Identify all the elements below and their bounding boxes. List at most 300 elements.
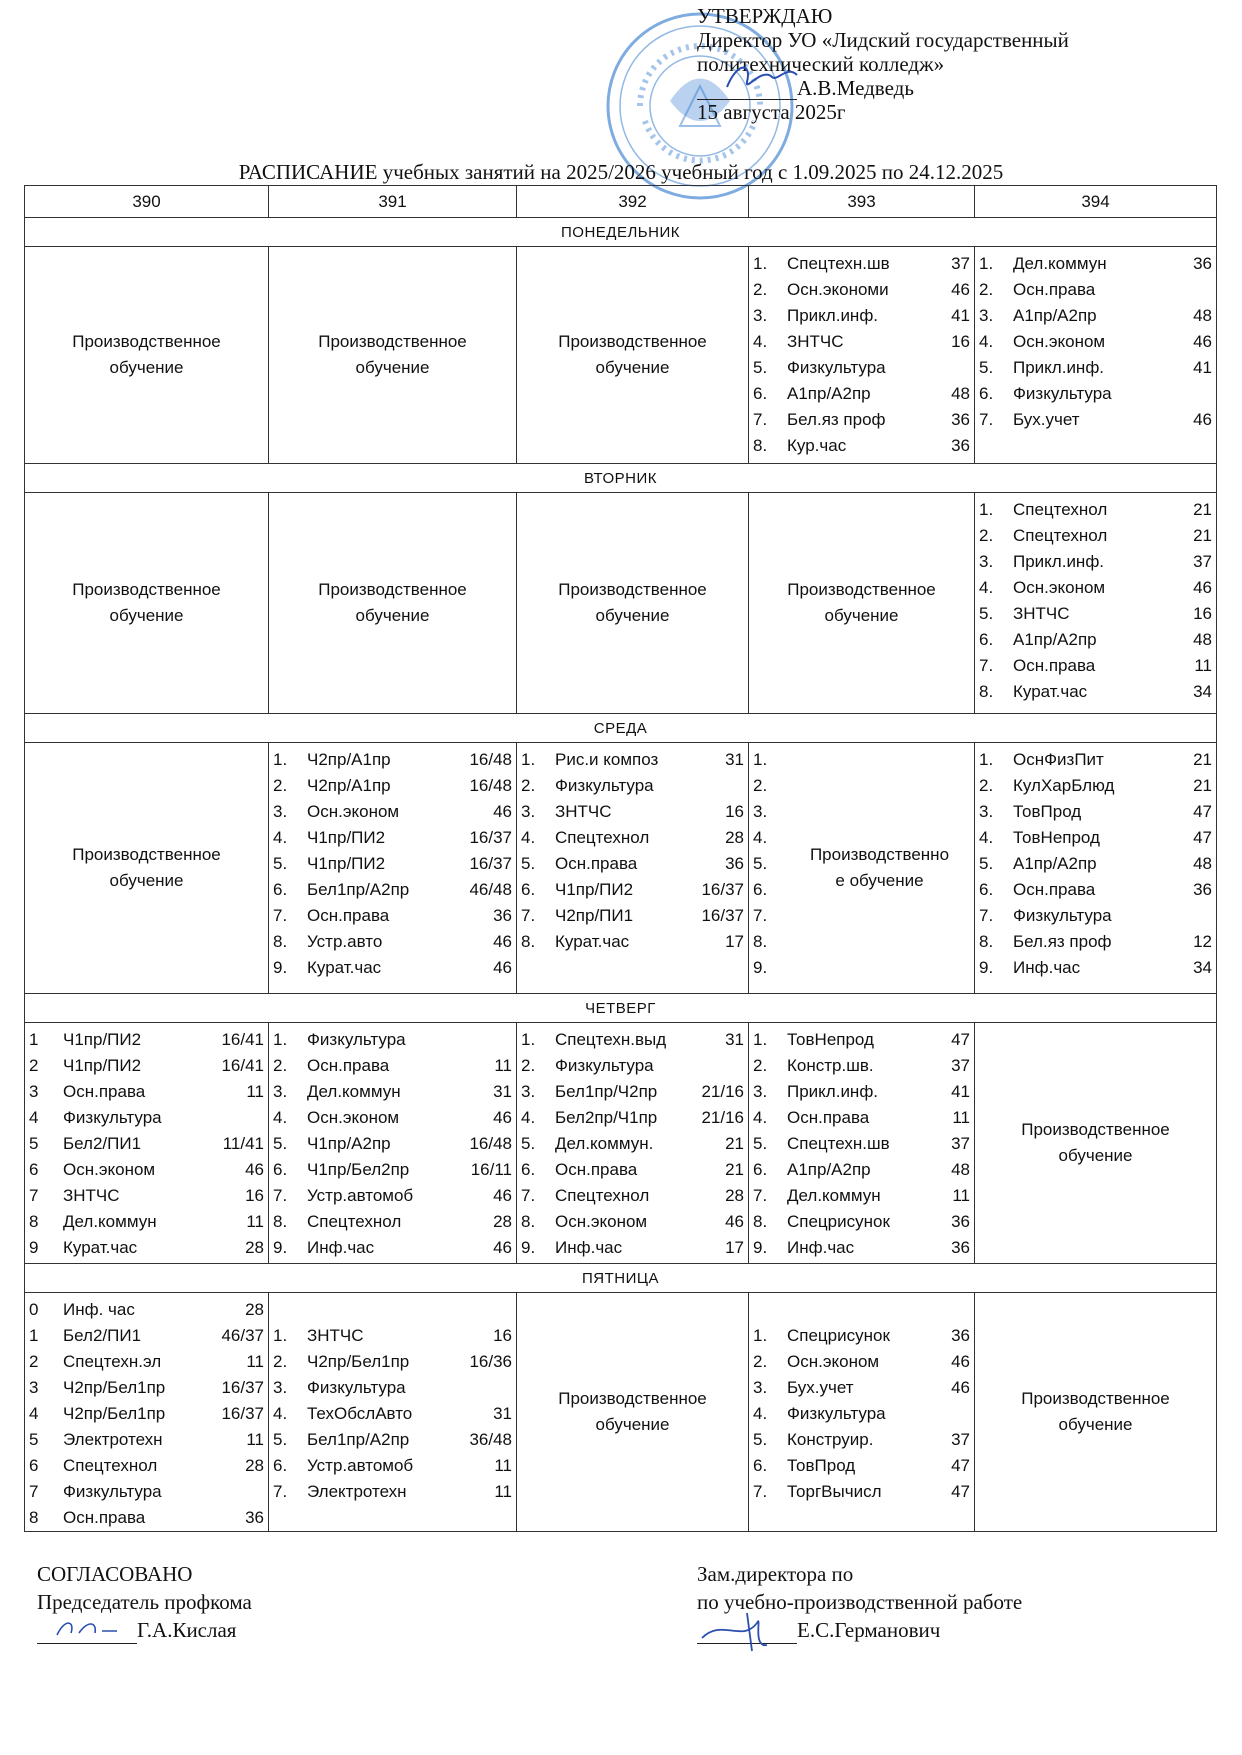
lesson-item	[753, 1105, 970, 1131]
group-header: 393	[749, 186, 975, 218]
lesson-subject: Ч2пр/А1пр	[307, 776, 391, 795]
lesson-item	[29, 1053, 264, 1079]
lesson-number: 7	[29, 1186, 39, 1205]
production-training-cell: Производственное обучение	[975, 1293, 1217, 1532]
lesson-room: 16/48	[469, 750, 512, 769]
lesson-item	[521, 1027, 744, 1053]
lesson-subject: Дел.коммун	[1013, 254, 1107, 273]
lesson-number: 7.	[753, 1186, 768, 1205]
lesson-subject: Рис.и композ	[555, 750, 659, 769]
lesson-item	[521, 1183, 744, 1209]
lesson-item	[521, 1131, 744, 1157]
deputy-name: Е.С.Германович	[797, 1618, 941, 1642]
lesson-item	[979, 679, 1212, 705]
lesson-room: 16	[725, 802, 744, 821]
lesson-item	[753, 1027, 970, 1053]
lesson-number: 7.	[753, 1482, 768, 1501]
lesson-subject: ЗНТЧС	[63, 1186, 120, 1205]
lesson-number: 4.	[753, 332, 768, 351]
lesson-item	[273, 955, 512, 981]
lesson-item	[979, 929, 1212, 955]
lesson-room: 36	[951, 1238, 970, 1257]
director-signature	[697, 79, 797, 100]
lesson-item	[29, 1349, 264, 1375]
lesson-room: 48	[951, 1160, 970, 1179]
lesson-room: 36	[951, 1212, 970, 1231]
lesson-room: 46	[725, 1212, 744, 1231]
lesson-number: 6.	[273, 1160, 288, 1179]
profcom-signature	[37, 1623, 137, 1644]
day-header-wednesday: СРЕДА	[25, 714, 1217, 743]
lesson-item	[273, 1479, 512, 1505]
lesson-number: 7.	[273, 1482, 288, 1501]
lesson-number: 7.	[521, 1186, 536, 1205]
lesson-subject: ЗНТЧС	[1013, 604, 1070, 623]
lesson-number: 3.	[753, 306, 768, 325]
lesson-item	[29, 1183, 264, 1209]
lesson-subject: Спецтехн.выд	[555, 1030, 667, 1049]
lesson-item	[29, 1427, 264, 1453]
lesson-room: 46/48	[469, 880, 512, 899]
lesson-number: 7.	[273, 1186, 288, 1205]
lesson-room: 21	[725, 1160, 744, 1179]
lesson-room: 21/16	[701, 1082, 744, 1101]
lesson-subject: А1пр/А2пр	[1013, 306, 1097, 325]
lesson-number: 4.	[521, 1108, 536, 1127]
lesson-item	[273, 1105, 512, 1131]
lesson-room: 21	[1193, 750, 1212, 769]
lesson-subject: ОснФизПит	[1013, 750, 1104, 769]
lesson-subject: Ч1пр/ПИ2	[307, 854, 386, 873]
lesson-room: 36	[1193, 254, 1212, 273]
lesson-room: 36/48	[469, 1430, 512, 1449]
lesson-number: 5.	[979, 854, 994, 873]
lesson-subject: Бел2/ПИ1	[63, 1134, 142, 1153]
lesson-number: 1.	[273, 1030, 288, 1049]
lesson-item	[29, 1027, 264, 1053]
lesson-item	[753, 433, 970, 459]
lesson-room: 37	[951, 1134, 970, 1153]
lesson-subject: Ч2пр/Бел1пр	[63, 1378, 166, 1397]
lesson-list	[749, 1023, 975, 1264]
deputy-role: по учебно-производственной работе	[697, 1590, 1023, 1614]
lesson-subject: Физкультура	[1013, 384, 1112, 403]
lesson-number: 8.	[753, 436, 768, 455]
lesson-item	[273, 825, 512, 851]
lesson-item	[273, 1453, 512, 1479]
lesson-room: 47	[1193, 802, 1212, 821]
lesson-subject: Бел2/ПИ1	[63, 1326, 142, 1345]
lesson-item	[979, 747, 1212, 773]
production-training-cell: Производственное обучение	[25, 247, 269, 464]
lesson-subject: ТовНепрод	[1013, 828, 1100, 847]
lesson-number: 4.	[979, 828, 994, 847]
lesson-number: 6.	[273, 1456, 288, 1475]
lesson-room: 21	[1193, 776, 1212, 795]
lesson-item	[753, 1235, 970, 1261]
lesson-number: 2.	[979, 526, 994, 545]
lesson-room: 36	[951, 410, 970, 429]
lesson-subject: Спецрисунок	[787, 1212, 890, 1231]
lesson-subject: Устр.автомоб	[307, 1456, 414, 1475]
lesson-number: 7.	[521, 906, 536, 925]
lesson-room: 31	[725, 1030, 744, 1049]
lesson-room: 11/41	[222, 1134, 264, 1153]
lesson-number: 6	[29, 1456, 39, 1475]
day-header-thursday: ЧЕТВЕРГ	[25, 994, 1217, 1023]
lesson-item	[29, 1401, 264, 1427]
lesson-item	[979, 549, 1212, 575]
lesson-room: 11	[494, 1456, 512, 1475]
lesson-list	[517, 743, 749, 994]
lesson-list	[269, 1293, 517, 1532]
lesson-list	[269, 1023, 517, 1264]
schedule-title: РАСПИСАНИЕ учебных занятий на 2025/2026 учебный год с 1.09.2025 по 24.12.2025	[238, 160, 1004, 184]
lesson-item	[521, 929, 744, 955]
lesson-subject: КулХарБлюд	[1013, 776, 1115, 795]
lesson-room: 28	[245, 1300, 264, 1319]
lesson-item	[979, 251, 1212, 277]
profcom-name: Г.А.Кислая	[137, 1618, 237, 1642]
lesson-subject: Осн.права	[1013, 880, 1096, 899]
lesson-item	[29, 1297, 264, 1323]
lesson-room: 21	[725, 1134, 744, 1153]
lesson-item	[753, 329, 970, 355]
lesson-subject: Осн.права	[787, 1108, 870, 1127]
lesson-item	[979, 851, 1212, 877]
day-header-monday: ПОНЕДЕЛЬНИК	[25, 218, 1217, 247]
lesson-item	[979, 277, 1212, 303]
lesson-room: 47	[951, 1030, 970, 1049]
lesson-room: 46	[493, 802, 512, 821]
lesson-item	[753, 1209, 970, 1235]
lesson-room: 11	[494, 1482, 512, 1501]
lesson-room: 28	[245, 1238, 264, 1257]
lesson-subject: ЗНТЧС	[555, 802, 612, 821]
lesson-item	[521, 903, 744, 929]
lesson-subject: Осн.права	[307, 1056, 390, 1075]
lesson-number: 5.	[273, 854, 288, 873]
lesson-subject: Ч1пр/ПИ2	[307, 828, 386, 847]
lesson-subject: Спецтехнол	[555, 1186, 650, 1205]
lesson-number: 6.	[753, 1456, 768, 1475]
lesson-room: 46	[951, 280, 970, 299]
deputy-title: Зам.директора по	[697, 1562, 854, 1586]
lesson-subject: Дел.коммун	[63, 1212, 157, 1231]
lesson-number: 3.	[273, 1082, 288, 1101]
lesson-room: 11	[952, 1186, 970, 1205]
lesson-number: 7.	[273, 906, 288, 925]
lesson-item	[521, 773, 744, 799]
lesson-number: 5.	[521, 1134, 536, 1153]
lesson-room: 48	[1193, 630, 1212, 649]
lesson-number: 3.	[753, 1082, 768, 1101]
lesson-item	[753, 303, 970, 329]
lesson-number: 5.	[521, 854, 536, 873]
lesson-room: 46	[1193, 332, 1212, 351]
lesson-number: 1.	[521, 750, 536, 769]
lesson-room: 41	[951, 306, 970, 325]
lesson-item	[979, 825, 1212, 851]
lesson-item	[753, 1479, 970, 1505]
lesson-room: 37	[951, 1056, 970, 1075]
lesson-number: 6.	[273, 880, 288, 899]
lesson-number: 1.	[753, 750, 768, 769]
lesson-room: 47	[1193, 828, 1212, 847]
lesson-subject: Спецрисунок	[787, 1326, 890, 1345]
lesson-item	[273, 1209, 512, 1235]
lesson-item	[979, 329, 1212, 355]
lesson-number: 7	[29, 1482, 39, 1501]
lesson-room: 31	[493, 1082, 512, 1101]
lesson-item	[273, 1131, 512, 1157]
lesson-number: 3.	[753, 1378, 768, 1397]
lesson-item	[979, 303, 1212, 329]
lesson-number: 4.	[273, 1108, 288, 1127]
lesson-subject: Ч1пр/ПИ2	[63, 1030, 142, 1049]
lesson-number: 4.	[521, 828, 536, 847]
production-training-cell: Производственное обучение	[975, 1023, 1217, 1264]
group-header: 392	[517, 186, 749, 218]
agreed-block	[37, 1560, 252, 1644]
lesson-subject: Бел1пр/А2пр	[307, 880, 410, 899]
lesson-room: 46	[493, 1108, 512, 1127]
lesson-list	[269, 743, 517, 994]
lesson-room: 46	[245, 1160, 264, 1179]
lesson-number: 6.	[753, 384, 768, 403]
lesson-item	[29, 1375, 264, 1401]
lesson-number: 3.	[753, 802, 768, 821]
lesson-item	[753, 1453, 970, 1479]
lesson-item	[29, 1453, 264, 1479]
lesson-list	[975, 247, 1217, 464]
lesson-subject: Осн.права	[555, 1160, 638, 1179]
lesson-subject: Физкультура	[1013, 906, 1112, 925]
lesson-item	[273, 1183, 512, 1209]
agreed-role: Председатель профкома	[37, 1590, 252, 1614]
lesson-number: 8.	[273, 932, 288, 951]
lesson-item	[521, 1157, 744, 1183]
lesson-subject: Спецтехнол	[555, 828, 650, 847]
production-training-cell: Производственное обучение	[25, 743, 269, 994]
lesson-item	[273, 747, 512, 773]
lesson-number: 8.	[521, 1212, 536, 1231]
lesson-subject: Осн.права	[555, 854, 638, 873]
lesson-number: 5.	[753, 1134, 768, 1153]
lesson-number: 5	[29, 1134, 39, 1153]
lesson-number: 2.	[753, 1056, 768, 1075]
lesson-item	[273, 903, 512, 929]
lesson-subject: Осн.права	[307, 906, 390, 925]
agreed-heading: СОГЛАСОВАНО	[37, 1562, 193, 1586]
approval-org: политехнический колледж»	[697, 52, 945, 76]
lesson-item	[521, 1105, 744, 1131]
lesson-number: 6	[29, 1160, 39, 1179]
lesson-room: 41	[1193, 358, 1212, 377]
lesson-subject: Осн.права	[63, 1508, 146, 1527]
lesson-number: 1.	[521, 1030, 536, 1049]
lesson-number: 3.	[521, 802, 536, 821]
lesson-room: 46	[493, 932, 512, 951]
lesson-item	[753, 1053, 970, 1079]
lesson-item	[29, 1479, 264, 1505]
lesson-item	[979, 381, 1212, 407]
lesson-number: 8.	[979, 932, 994, 951]
lesson-subject: Осн.эконом	[555, 1212, 648, 1231]
lesson-number: 6.	[521, 1160, 536, 1179]
lesson-subject: Ч1пр/ПИ2	[63, 1056, 142, 1075]
lesson-subject: Устр.авто	[307, 932, 383, 951]
lesson-number: 4.	[753, 1108, 768, 1127]
lesson-room: 46	[493, 1238, 512, 1257]
lesson-subject: Бух.учет	[1013, 410, 1080, 429]
lesson-room: 21	[1193, 500, 1212, 519]
lesson-subject: А1пр/А2пр	[787, 1160, 871, 1179]
lesson-room: 34	[1193, 958, 1212, 977]
lesson-subject: Дел.коммун	[307, 1082, 401, 1101]
lesson-subject: Физкультура	[307, 1030, 406, 1049]
lesson-item	[979, 773, 1212, 799]
lesson-subject: Инф. час	[63, 1300, 135, 1319]
lesson-number: 6.	[979, 630, 994, 649]
lesson-subject: Спецтехнол	[1013, 526, 1108, 545]
lesson-room: 11	[952, 1108, 970, 1127]
lesson-number: 9.	[273, 958, 288, 977]
lesson-item	[521, 799, 744, 825]
lesson-item	[979, 601, 1212, 627]
lesson-number: 2.	[273, 1056, 288, 1075]
lesson-subject: Конструир.	[787, 1430, 874, 1449]
lesson-item	[521, 1235, 744, 1261]
lesson-number: 4.	[273, 828, 288, 847]
lesson-room: 48	[1193, 854, 1212, 873]
lesson-number: 2.	[979, 280, 994, 299]
lesson-subject: Спецтехн.шв	[787, 254, 890, 273]
lesson-item	[753, 1183, 970, 1209]
lesson-subject: Физкультура	[555, 776, 654, 795]
lesson-number: 2.	[521, 1056, 536, 1075]
lesson-list	[749, 1293, 975, 1532]
lesson-room: 11	[246, 1082, 264, 1101]
lesson-number: 3.	[979, 802, 994, 821]
lesson-room: 37	[951, 254, 970, 273]
lesson-list	[517, 1023, 749, 1264]
day-header-tuesday: ВТОРНИК	[25, 464, 1217, 493]
lesson-item	[979, 407, 1212, 433]
lesson-subject: Бел1пр/А2пр	[307, 1430, 410, 1449]
lesson-item	[29, 1131, 264, 1157]
lesson-subject: Осн.права	[1013, 280, 1096, 299]
lesson-number: 3.	[979, 552, 994, 571]
lesson-item	[521, 825, 744, 851]
lesson-subject: Электротехн	[307, 1482, 407, 1501]
lesson-room: 28	[493, 1212, 512, 1231]
lesson-number: 5.	[979, 358, 994, 377]
lesson-item	[979, 955, 1212, 981]
lesson-subject: ТовПрод	[1013, 802, 1082, 821]
lesson-item	[273, 1427, 512, 1453]
lesson-number: 6.	[753, 1160, 768, 1179]
group-header: 391	[269, 186, 517, 218]
lesson-item	[273, 1349, 512, 1375]
lesson-subject: Устр.автомоб	[307, 1186, 414, 1205]
production-training-cell: Производственное обучение	[25, 493, 269, 714]
lesson-room: 16/36	[469, 1352, 512, 1371]
lesson-item	[273, 1027, 512, 1053]
lesson-subject: Инф.час	[787, 1238, 855, 1257]
lesson-room: 12	[1193, 932, 1212, 951]
lesson-item	[753, 277, 970, 303]
lesson-list	[975, 493, 1217, 714]
lesson-number: 2.	[753, 280, 768, 299]
lesson-number: 4.	[979, 578, 994, 597]
lesson-item	[753, 1427, 970, 1453]
lesson-subject: Физкультура	[307, 1378, 406, 1397]
lesson-item	[753, 381, 970, 407]
lesson-item	[521, 877, 744, 903]
lesson-item	[273, 1157, 512, 1183]
lesson-number: 1.	[273, 750, 288, 769]
lesson-number: 8.	[979, 682, 994, 701]
lesson-subject: Констр.шв.	[787, 1056, 874, 1075]
lesson-item	[979, 575, 1212, 601]
lesson-number: 5.	[273, 1134, 288, 1153]
lesson-item	[29, 1157, 264, 1183]
group-header: 390	[25, 186, 269, 218]
lesson-subject: ТоргВычисл	[787, 1482, 882, 1501]
lesson-subject: Физкультура	[63, 1108, 162, 1127]
lesson-item	[753, 355, 970, 381]
lesson-list	[749, 247, 975, 464]
lesson-subject: Бел.яз проф	[787, 410, 886, 429]
lesson-subject: Ч2пр/Бел1пр	[63, 1404, 166, 1423]
lesson-subject: Курат.час	[555, 932, 630, 951]
lesson-item	[273, 1235, 512, 1261]
lesson-subject: Осн.права	[1013, 656, 1096, 675]
lesson-room: 28	[725, 828, 744, 847]
lesson-number: 7.	[979, 410, 994, 429]
lesson-item	[753, 407, 970, 433]
lesson-room: 36	[951, 436, 970, 455]
lesson-subject: Бух.учет	[787, 1378, 854, 1397]
lesson-item	[273, 1401, 512, 1427]
lesson-number: 2.	[521, 776, 536, 795]
lesson-number: 8.	[521, 932, 536, 951]
lesson-item	[29, 1505, 264, 1531]
lesson-item	[979, 653, 1212, 679]
lesson-number: 3.	[273, 1378, 288, 1397]
lesson-item	[753, 1079, 970, 1105]
lesson-room: 17	[725, 1238, 744, 1257]
lesson-number: 8.	[753, 932, 768, 951]
lesson-item	[273, 851, 512, 877]
lesson-item	[273, 1053, 512, 1079]
lesson-number: 8	[29, 1212, 39, 1231]
lesson-number: 8	[29, 1508, 39, 1527]
lesson-item	[521, 747, 744, 773]
deputy-signature	[697, 1623, 797, 1644]
group-header: 394	[975, 186, 1217, 218]
lesson-subject: ТовНепрод	[787, 1030, 874, 1049]
lesson-subject: Осн.права	[63, 1082, 146, 1101]
lesson-subject: Бел2пр/Ч1пр	[555, 1108, 658, 1127]
lesson-number: 4	[29, 1108, 39, 1127]
lesson-room: 46	[493, 1186, 512, 1205]
lesson-subject: Прикл.инф.	[787, 306, 879, 325]
group-header-row	[25, 186, 1217, 218]
lesson-subject: Дел.коммун	[787, 1186, 881, 1205]
production-training-cell: Производственное обучение	[269, 247, 517, 464]
